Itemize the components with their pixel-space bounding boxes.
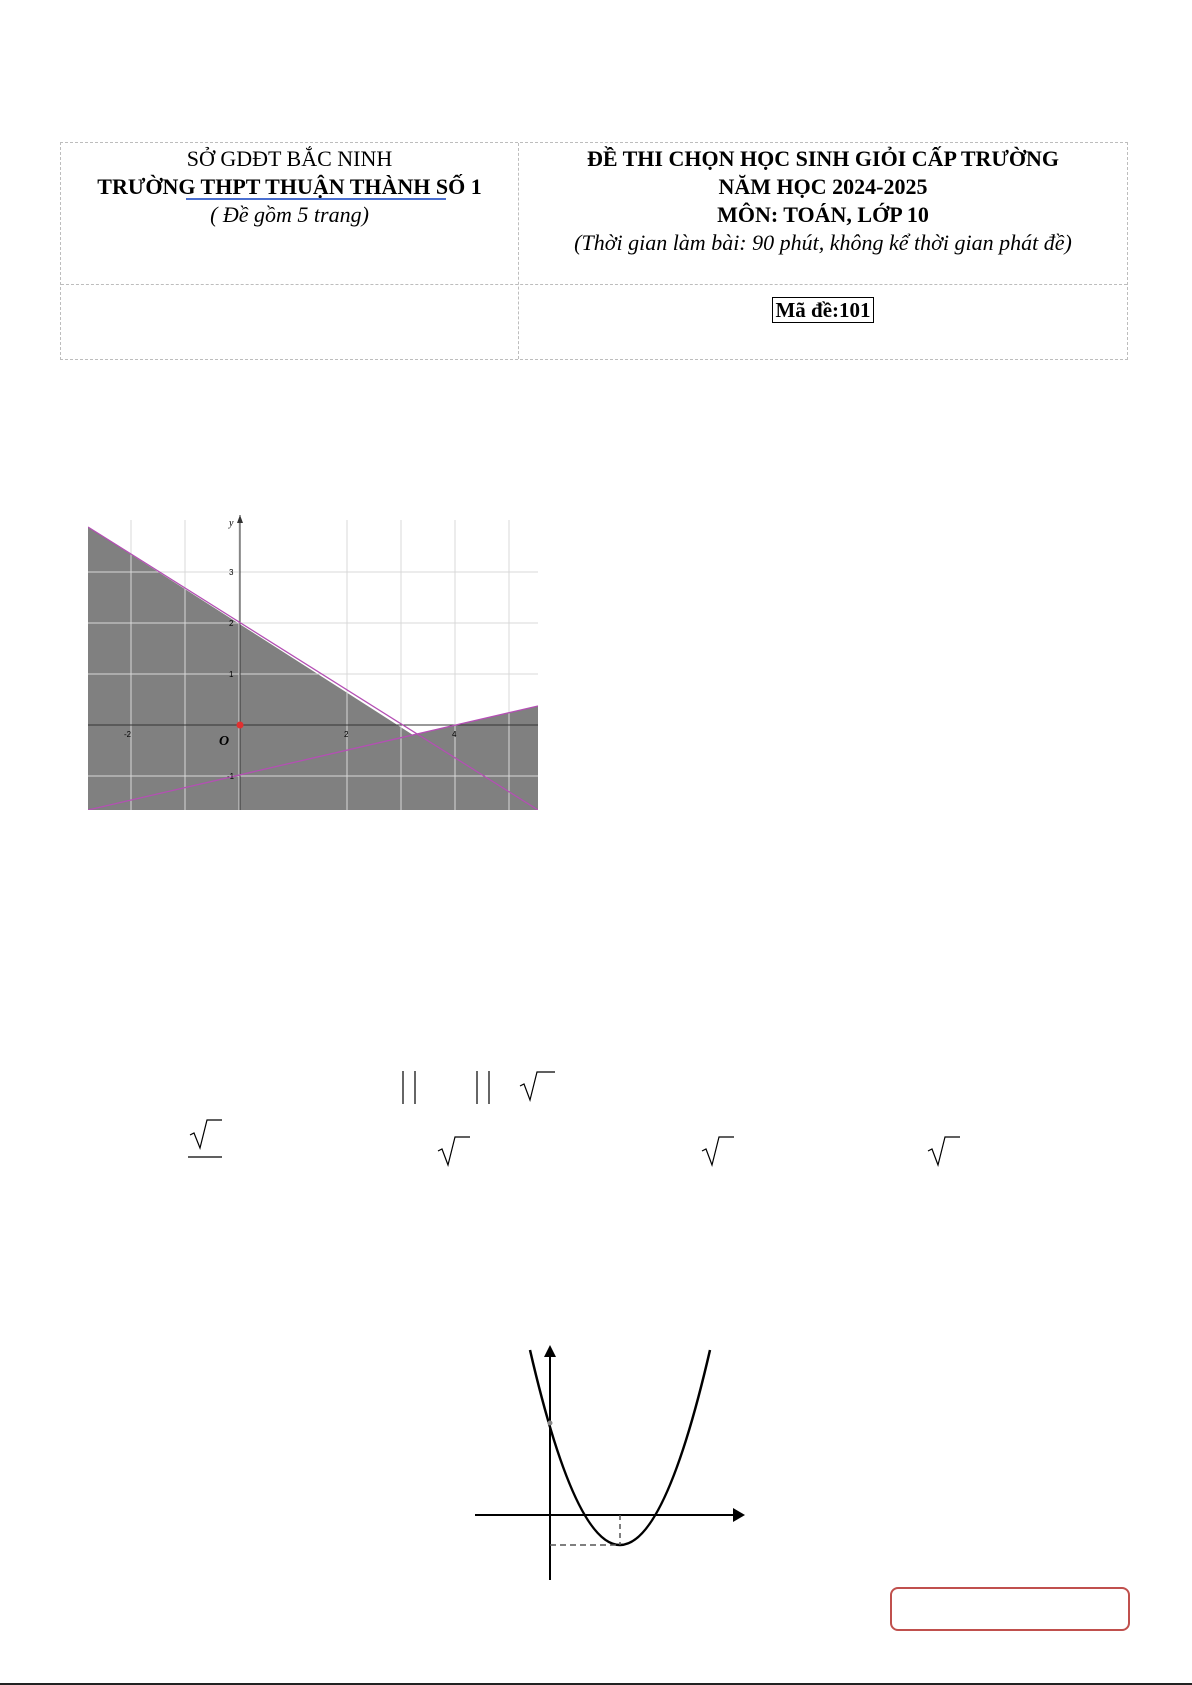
y-axis-label: y bbox=[229, 518, 234, 529]
page-count-note: ( Đề gồm 5 trang) bbox=[210, 202, 369, 227]
radical-icon-b bbox=[436, 1135, 476, 1169]
absolute-value-expression bbox=[395, 1068, 555, 1108]
y-intercept-point bbox=[548, 1421, 553, 1426]
radical-icon-d bbox=[926, 1135, 966, 1169]
exam-header-table bbox=[60, 142, 1128, 360]
subject-line: MÔN: TOÁN, LỚP 10 bbox=[717, 202, 929, 227]
y-tick-2: 2 bbox=[229, 619, 234, 628]
parabola-graph bbox=[475, 1345, 745, 1580]
fraction-radical-icon bbox=[188, 1118, 228, 1160]
origin-label: O bbox=[219, 734, 230, 749]
school-name: TRƯỜNG THPT THUẬN THÀNH SỐ 1 bbox=[97, 174, 482, 199]
x-tick-4: 4 bbox=[452, 730, 457, 739]
time-note: (Thời gian làm bài: 90 phút, không kể thời gian phát đề) bbox=[574, 230, 1072, 255]
exam-title: ĐỀ THI CHỌN HỌC SINH GIỎI CẤP TRƯỜNG bbox=[586, 146, 1060, 171]
radical-icon-c bbox=[700, 1135, 740, 1169]
x-tick-neg2: -2 bbox=[124, 730, 132, 739]
department-name: SỞ GDĐT BẮC NINH bbox=[186, 146, 393, 171]
school-year: NĂM HỌC 2024-2025 bbox=[718, 174, 928, 199]
header-right-cell bbox=[519, 143, 1127, 322]
header-left-cell bbox=[61, 143, 518, 229]
x-tick-2: 2 bbox=[344, 730, 349, 739]
exam-code: Mã đề:101 bbox=[772, 297, 873, 323]
y-tick-1: 1 bbox=[229, 670, 234, 679]
page-badge bbox=[890, 1587, 1130, 1631]
exam-code-box bbox=[519, 298, 1127, 323]
inequality-region-graph bbox=[88, 515, 538, 810]
y-tick-3: 3 bbox=[229, 568, 234, 577]
header-divider-horizontal bbox=[61, 284, 1127, 285]
graph2-x-arrow bbox=[733, 1508, 745, 1522]
origin-point bbox=[237, 722, 244, 729]
graph2-y-arrow bbox=[544, 1345, 556, 1357]
y-tick-neg1: -1 bbox=[227, 772, 235, 781]
school-name-underline bbox=[186, 198, 446, 200]
